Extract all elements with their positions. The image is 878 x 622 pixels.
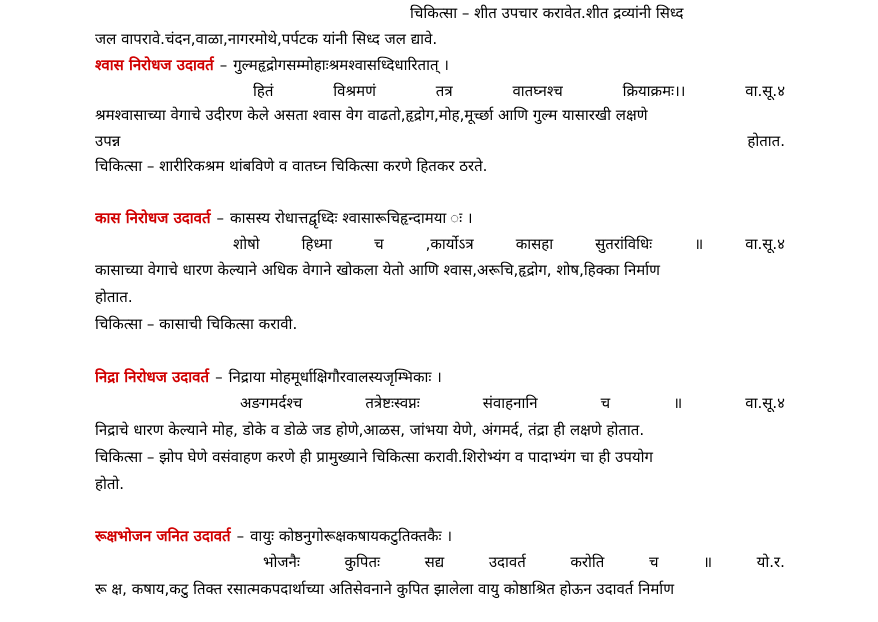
shwas-desc-1: श्रमश्वासाच्या वेगाचे उदीरण केले असता श्वास वेग वाढतो,हृद्रोग,मोह,मूर्च्छा आणि गुल्म यासारखी लक्षणे: [95, 106, 648, 124]
shwas-shloka-1: गुल्महृद्रोगसम्मोहाःश्रमश्वासध्दिधारितात् ।: [233, 56, 449, 74]
shloka-word: च: [374, 235, 384, 253]
intro-line-2: जल वापरावे.चंदन,वाळा,नागरमोथे,पर्पटक यांनी सिध्द जल द्यावे.: [95, 30, 438, 48]
nidra-heading: निद्रा निरोधज उदावर्त: [95, 368, 210, 386]
shloka-word: अङगमर्दश्च: [240, 394, 303, 412]
nidra-shloka-2: [240, 390, 785, 416]
shloka-reference: वा.सू.४: [745, 82, 785, 100]
shloka-reference: वा.सू.४: [745, 394, 785, 412]
kaas-heading-line: [95, 205, 785, 231]
ruksha-heading-dash: –: [236, 527, 245, 545]
shwas-treatment: चिकित्सा – शारीरिकश्रम थांबविणे व वातघ्न चिकित्सा करणे हितकर ठरते.: [95, 157, 488, 175]
shloka-word: सद्य: [424, 553, 445, 571]
shloka-word: संवाहनानि: [482, 394, 538, 412]
shloka-word: कुपितः: [344, 553, 381, 571]
shloka-word: कासहा: [515, 235, 554, 253]
shwas-desc-2: [95, 128, 785, 154]
shloka-word: च: [648, 553, 659, 571]
shloka-word: ॥: [673, 394, 683, 412]
shloka-word: विश्रमणं: [333, 82, 376, 100]
ruksha-desc-1: रू क्ष, कषाय,कटु तिक्त रसात्मकपदार्थाच्या अतिसेवनाने कुपित झालेला वायु कोष्ठाश्रित होऊन उदावर्त निर्माण: [95, 580, 675, 598]
kaas-treatment: चिकित्सा – कासाची चिकित्सा करावी.: [95, 315, 298, 333]
shloka-word: वातघ्नश्च: [512, 82, 563, 100]
ruksha-heading-line: [95, 523, 785, 549]
shloka-word: ॥: [694, 235, 704, 253]
shloka-word: उदावर्त: [488, 553, 526, 571]
shloka-word: हिध्मा: [301, 235, 333, 253]
kaas-shloka-2: [233, 231, 785, 257]
nidra-shloka-1: निद्राया मोहमूर्धाक्षिगौरवालस्यजृम्भिकाः ।: [228, 368, 442, 386]
shloka-reference: यो.र.: [756, 553, 785, 571]
shwas-heading-line: [95, 52, 785, 78]
ruksha-shloka-2: [263, 549, 785, 575]
document-page: [95, 0, 785, 622]
nidra-treatment-2: होतो.: [95, 475, 125, 493]
nidra-heading-line: [95, 364, 785, 390]
desc-word: उपन्न: [95, 132, 121, 150]
kaas-heading-dash: –: [216, 209, 225, 227]
desc-word: होतात.: [747, 132, 785, 150]
shwas-shloka-2: [253, 78, 785, 104]
kaas-desc-2: होतात.: [95, 288, 133, 306]
nidra-treatment-1: चिकित्सा – झोप घेणे वसंवाहण करणे ही प्रामुख्याने चिकित्सा करावी.शिरोभ्यंग व पादाभ्यंग चा ही उपयोग: [95, 448, 653, 466]
nidra-heading-dash: –: [215, 368, 223, 386]
shloka-reference: वा.सू.४: [745, 235, 785, 253]
shloka-word: शोषो: [233, 235, 260, 253]
intro-line-1: चिकित्सा – शीत उपचार करावेत.शीत द्रव्यांनी सिध्द: [410, 4, 684, 22]
shloka-word: करोति: [570, 553, 605, 571]
ruksha-heading: रूक्षभोजन जनित उदावर्त: [95, 527, 231, 545]
shloka-word: तत्रेष्टःस्वप्नः: [365, 394, 420, 412]
kaas-shloka-1: कासस्य रोधात्तद्वृध्दिः श्वासारूचिहृन्दामया ः ।: [230, 209, 473, 227]
ruksha-shloka-1: वायुः कोष्ठनुगोरूक्षकषायकटुतिक्तकैः ।: [250, 527, 453, 545]
shloka-word: ,कार्योऽत्र: [425, 235, 474, 253]
nidra-desc-1: निद्राचे धारण केल्याने मोह, डोके व डोळे जड होणे,आळस, जांभया येणे, अंगमर्द, तंद्रा ही लक्षणे होतात.: [95, 421, 645, 439]
kaas-heading: कास निरोधज उदावर्त: [95, 209, 211, 227]
shloka-word: क्रियाक्रमः।।: [622, 82, 686, 100]
shloka-word: तत्र: [435, 82, 453, 100]
shloka-word: हितं: [253, 82, 274, 100]
kaas-desc-1: कासाच्या वेगाचे धारण केल्याने अधिक वेगाने खोकला येतो आणि श्वास,अरूचि,हृद्रोग, शोष,हिक्का निर्माण: [95, 261, 660, 279]
shwas-heading-dash: –: [219, 56, 228, 74]
shloka-word: ॥: [703, 553, 713, 571]
shloka-word: सुतरांविधिः: [595, 235, 653, 253]
shwas-heading: श्वास निरोधज उदावर्त: [95, 56, 214, 74]
shloka-word: भोजनैः: [263, 553, 300, 571]
shloka-word: च: [600, 394, 611, 412]
